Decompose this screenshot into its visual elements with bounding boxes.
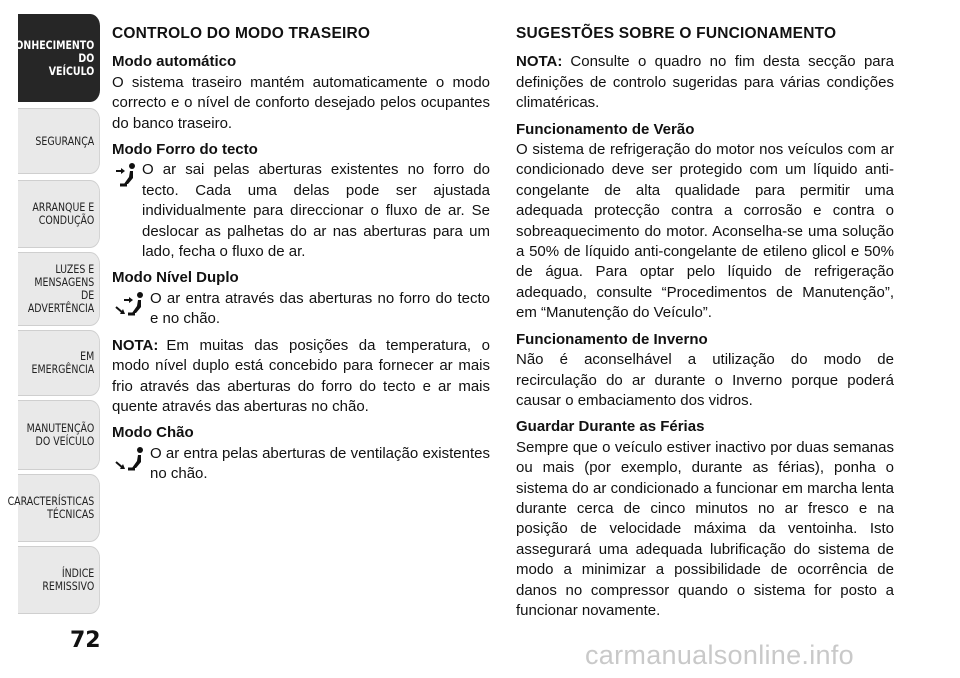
heading-floor-mode: Modo Chão bbox=[112, 424, 194, 442]
left-column bbox=[112, 24, 490, 485]
right-column bbox=[516, 24, 894, 621]
page-number: 72 bbox=[70, 628, 101, 653]
bilevel-vent-icon bbox=[114, 291, 148, 319]
heading-bilevel-mode: Modo Nível Duplo bbox=[112, 269, 239, 287]
bilevel-mode-block bbox=[112, 289, 490, 330]
note-text: Em muitas das posições da temperatura, o modo nível duplo está concebido para fornecer ar mais frio através das aberturas do forro do tecto e ar mais quente através das aberturas no chão. bbox=[112, 336, 490, 415]
note-label: NOTA: bbox=[516, 53, 563, 71]
roof-mode-block bbox=[112, 160, 490, 262]
tab-em-emergencia[interactable]: EM EMERGÊNCIA bbox=[18, 330, 100, 396]
heading-vacation-storage: Guardar Durante as Férias bbox=[516, 418, 705, 436]
paragraph-bilevel-mode: O ar entra através das aberturas no forro do tecto e no chão. bbox=[150, 289, 490, 328]
note-label: NOTA: bbox=[112, 336, 159, 354]
roof-vent-icon bbox=[114, 162, 140, 190]
tab-caracteristicas-tecnicas[interactable]: CARACTERÍSTICAS TÉCNICAS bbox=[18, 474, 100, 542]
paragraph-roof-mode: O ar sai pelas aberturas existentes no forro do tecto. Cada uma delas pode ser ajustada individualmente para direccionar o fluxo de ar. Se deslocar as palhetas do ar nas aberturas para um lado, fecha o fluxo de ar. bbox=[142, 161, 490, 261]
tab-seguranca[interactable]: SEGURANÇA bbox=[18, 108, 100, 174]
note-text: Consulte o quadro no fim desta secção para definições de controlo sugeridas para várias condições climatéricas. bbox=[516, 53, 894, 112]
floor-mode-block bbox=[112, 444, 490, 485]
tab-manutencao-do-veiculo[interactable]: MANUTENÇÃO DO VEÍCULO bbox=[18, 400, 100, 470]
tab-arranque-e-conducao[interactable]: ARRANQUE E CONDUÇÃO bbox=[18, 180, 100, 248]
paragraph-floor-mode: O ar entra pelas aberturas de ventilação existentes no chão. bbox=[150, 444, 490, 483]
paragraph-vacation-storage: Sempre que o veículo estiver inactivo por duas semanas ou mais (por exemplo, durante as férias), ponha o sistema do ar condicionado a funcionar em marcha lenta durante cerca de cinco minutos no ar fresco e na posição de velocidade máxima da ventoinha. Isto assegurará uma adequada lubrificação do sistema de modo a minimizar a possibilidade de ocorrência de danos no compressor quando o sistema for posto a funcionar novamente. bbox=[516, 438, 894, 619]
tab-indice-remissivo[interactable]: ÍNDICE REMISSIVO bbox=[18, 546, 100, 614]
paragraph-auto-mode: O sistema traseiro mantém automaticamente o modo correcto e o nível de conforto desejado pelos ocupantes do banco traseiro. bbox=[112, 73, 490, 132]
tab-conhecimento-do-veiculo[interactable]: CONHECIMENTO DO VEÍCULO bbox=[18, 14, 100, 102]
heading-auto-mode: Modo automático bbox=[112, 53, 237, 71]
section-title-operating-tips: SUGESTÕES SOBRE O FUNCIONAMENTO bbox=[516, 25, 837, 42]
note-bilevel bbox=[112, 336, 490, 418]
floor-vent-icon bbox=[114, 446, 148, 474]
chapter-sidebar bbox=[0, 0, 105, 678]
note-table-reference bbox=[516, 52, 894, 113]
paragraph-winter-operation: Não é aconselhável a utilização do modo de recirculação do ar durante o Inverno porque poderá causar o embaciamento dos vidros. bbox=[516, 351, 894, 409]
tab-luzes-e-mensagens[interactable]: LUZES E MENSAGENS DE ADVERTÊNCIA bbox=[18, 252, 100, 326]
heading-roof-mode: Modo Forro do tecto bbox=[112, 141, 258, 159]
watermark: carmanualsonline.info bbox=[585, 640, 854, 670]
section-title-rear-mode: CONTROLO DO MODO TRASEIRO bbox=[112, 25, 371, 42]
paragraph-summer-operation: O sistema de refrigeração do motor nos veículos com ar condicionado deve ser protegido com um líquido anti-congelante de alta qualidade para permitir uma adequada protecção contra a corrosão e contra o sobreaquecimento do motor. Aconselha-se uma solução a 50% de líquido anti-congelante de etileno glicol e 50% de água. Para optar pelo líquido de refrigeração adequado, consulte “Procedimentos de Manutenção”, em “Manutenção do Veículo”. bbox=[516, 141, 894, 322]
heading-summer-operation: Funcionamento de Verão bbox=[516, 120, 695, 138]
heading-winter-operation: Funcionamento de Inverno bbox=[516, 330, 708, 348]
